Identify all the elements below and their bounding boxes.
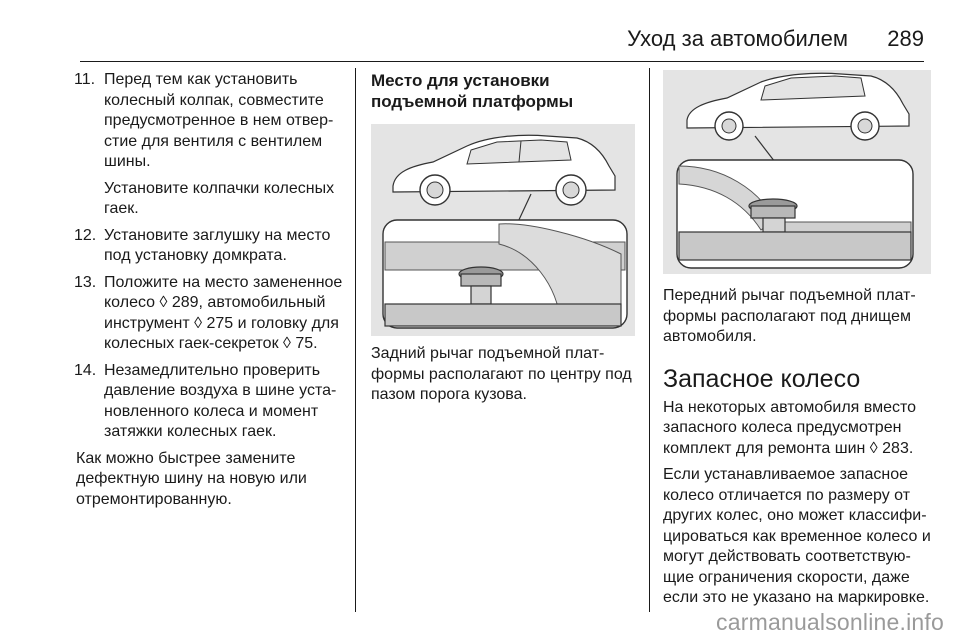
car-side-lift-point-rear-illustration	[371, 124, 635, 336]
list-item	[76, 361, 348, 443]
column-left	[76, 70, 348, 516]
list-item	[76, 226, 348, 267]
list-item	[76, 273, 348, 355]
section-heading: Место для установки подъемной платформы	[371, 71, 574, 111]
column-middle	[371, 70, 635, 406]
list-text: Незамедлительно проверить давление воздуха в шине уста-новленного колеса и момент затяжки колесных гаек.	[104, 361, 337, 440]
section-title: Запасное колесо	[663, 364, 861, 393]
list-subtext: Установите колпачки колесных гаек.	[104, 179, 335, 217]
body-paragraph: На некоторых автомобиля вместо запасного колеса предусмотрен комплект для ремонта шин ◊ 283.	[663, 398, 917, 457]
page-header	[0, 24, 960, 64]
list-number: 14.	[74, 361, 97, 379]
figure-caption: Передний рычаг подъемной плат-формы располагают под днищем автомобиля.	[663, 287, 916, 345]
page-number: 289	[887, 26, 924, 51]
column-divider	[355, 68, 356, 612]
list-item	[76, 70, 348, 220]
body-paragraph: Если устанавливаемое запасное колесо отличается по размеру от других колес, оно может классифи-цироваться как временное колесо и могут действовать соответствую-щие ограничения скорости, даже если это не указано на маркировке.	[663, 466, 931, 606]
column-right	[663, 70, 931, 615]
closing-paragraph: Как можно быстрее замените дефектную шину на новую или отремонтированную.	[76, 449, 307, 508]
list-text: Положите на место замененное колесо ◊ 289, автомобильный инструмент ◊ 275 и головку для колесных гаек-секреток ◊ 75.	[104, 273, 343, 352]
list-number: 11.	[74, 71, 96, 88]
header-rule	[80, 61, 924, 62]
list-number: 13.	[74, 273, 97, 291]
list-text: Перед тем как установить колесный колпак, совместите предусмотренное в нем отвер-стие для вентиля с вентилем шины.	[104, 71, 334, 170]
car-side-lift-point-front-illustration	[663, 70, 931, 274]
watermark: carmanualsonline.info	[716, 609, 944, 635]
list-text: Установите заглушку на место под установку домкрата.	[104, 226, 331, 264]
figure-caption: Задний рычаг подъемной плат-формы располагают по центру под пазом порога кузова.	[371, 345, 632, 403]
page-title: Уход за автомобилем	[627, 26, 848, 51]
list-number: 12.	[74, 226, 97, 244]
column-divider	[649, 68, 650, 612]
